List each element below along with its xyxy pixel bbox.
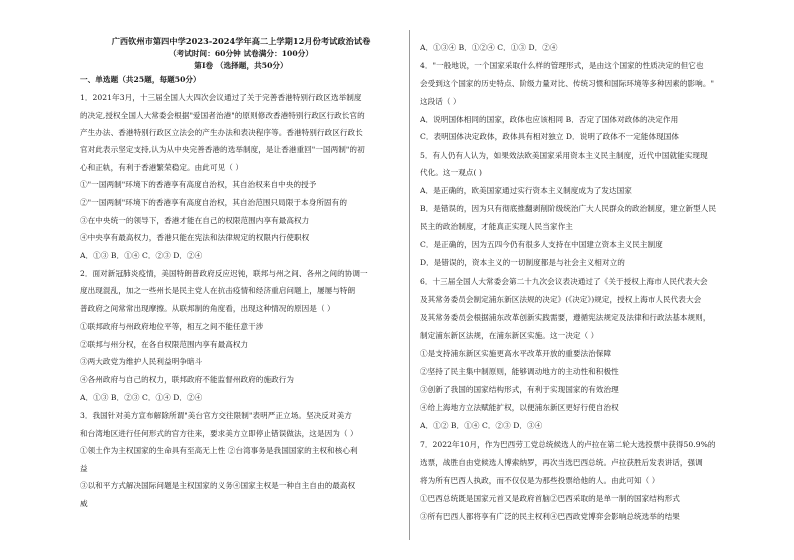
- left-line: 度出现混乱，加之一些州长是民主党人在抗击疫情和经济重启问题上，屡屡与特朗: [80, 286, 356, 295]
- right-answer-options: A．①③④ B．①②④ C．①③ D．②④: [420, 43, 558, 52]
- right-line: ①巴西总统既是国家元首又是政府首脑②巴西采取的是单一制的国家结构形式: [420, 494, 680, 503]
- right-line: C．是正确的，因为五四今仍有很多人支持在中国建立资本主义民主制度: [420, 240, 663, 249]
- left-line: 2．面对新冠肺炎疫情，美国特朗普政府反应迟钝，联邦与州之间、各州之间的协调一: [80, 269, 368, 278]
- left-line: 产生办法、香港特别行政区立法会的产生办法和表决程序等。香港特别行政区行政长: [80, 128, 363, 137]
- right-line: 6．十三届全国人大常委会第二十九次会议表决通过了《关于授权上海市人民代表大会: [420, 277, 708, 286]
- left-line: 威: [80, 499, 88, 508]
- right-line: 将为所有巴西人执政，而不仅仅是为那些投票给他的人。由此可知（ ）: [420, 476, 660, 485]
- right-line: C．表明国体决定政体，政体具有相对独立 D．说明了政体不一定能体现国体: [420, 132, 680, 141]
- left-line: ①联邦政府与州政府地位平等，相互之间不能任意干涉: [80, 322, 264, 331]
- right-line: 4．"一般地说，一个国家采取什么样的管理形式，是由这个国家的性质决定的但它也: [420, 61, 704, 70]
- right-line: 5．有人仍有人认为，如果效法欧美国家采用资本主义民主制度，近代中国就能实现现: [420, 151, 708, 160]
- left-answer-options: A．①③ B．②③ C．①④ D．②④: [80, 393, 203, 402]
- right-line: A．是正确的，欧美国家通过实行资本主义制度成为了发达国家: [420, 186, 632, 195]
- right-line: 制定浦东新区法规，在浦东新区实施。这一决定（ ）: [420, 331, 599, 340]
- left-line: ①领土作为主权国家的生命具有至高无上性 ②台湾事务是我国国家的主权和核心利: [80, 446, 358, 455]
- right-line: 这段话（ ）: [420, 97, 461, 106]
- left-line: 3．我国针对美方宣布解除所谓"美台官方交往限制"表明严正立场。坚决反对美方: [80, 411, 352, 420]
- right-line: ①是支持浦东新区实施更高水平改革开放的重要法治保障: [420, 349, 612, 358]
- column-divider: [409, 30, 410, 540]
- right-line: 及其常务委员会制定浦东新区法规的决定》(《决定》)规定，授权上海市人民代表大会: [420, 295, 702, 304]
- left-line: ③在中央统一的领导下，香港才能在自己的权限范围内享有最高权力: [80, 216, 310, 225]
- left-answer-options: A．①③ B．①④ C．②③ D．②④: [80, 251, 203, 260]
- part-heading: 第Ⅰ卷 （选择题，共50分）: [194, 61, 288, 70]
- left-line: 官对此表示坚定支持,认为从中央完善香港的选举制度，是让香港重回"一国两制"的初: [80, 145, 365, 154]
- right-line: ③所有巴西人都将享有广泛的民主权利④巴西政党博弈会影响总统选举的结果: [420, 512, 680, 521]
- right-line: ②坚持了民主集中制原则，能够调动地方的主动性和积极性: [420, 367, 619, 376]
- left-line: 1．2021年3月，十三届全国人大四次会议通过了关于完善香港特别行政区选举制度: [80, 93, 362, 102]
- page-title: 广西钦州市第四中学2023-2024学年高二上学期12月份考试政治试卷: [111, 36, 371, 46]
- left-line: ②"一国两制"环境下的香港享有高度自治权，其自治范围只局限于本身所固有的: [80, 198, 347, 207]
- left-line: ②联邦与州分权，在各自权限范围内享有最高权力: [80, 340, 249, 349]
- right-line: 代化。这一观点( ): [420, 168, 482, 177]
- right-line: ③创新了我国的国家结构形式，有利于实现国家的有效治理: [420, 385, 619, 394]
- right-line: 及其常务委员会根据浦东改革创新实践需要，遵循宪法规定及法律和行政法基本规则，: [420, 313, 711, 322]
- left-line: 的决定,授权全国人大常委会根据"爱国者治港"的原则修改香港特别行政区行政长官的: [80, 111, 365, 120]
- left-line: ④各州政府与自己的权力，联邦政府不能监督州政府的施政行为: [80, 375, 295, 384]
- left-line: 益: [80, 464, 88, 473]
- right-line: 7．2022年10月，作为巴西劳工党总统候选人的卢拉在第二轮大选投票中获得50.9%的: [420, 440, 716, 449]
- left-line: ③以和平方式解决国际问题是主权国家的义务④国家主权是一种自主自由的最高权: [80, 481, 356, 490]
- right-line: D．是错误的，资本主义的一切制度都是与社会主义相对立的: [420, 258, 625, 267]
- section-heading: 一、单选题（共25题，每题50分）: [80, 75, 201, 84]
- left-line: 和台湾地区进行任何形式的官方往来，要求美方立即停止错误做法，这是因为（ ）: [80, 429, 358, 438]
- right-line: 会受到这个国家的历史特点、阶级力量对比、传统习惯和国际环境等多种因素的影响。": [420, 79, 715, 88]
- right-answer-options: A．①② B．①④ C．②③ D．③④: [420, 421, 543, 430]
- right-line: B．是错误的，因为只有彻底推翻剥削阶级统治广大人民群众的政治制度，建立新型人民: [420, 204, 717, 213]
- left-line: ①"一国两制"环境下的香港享有高度自治权，其自治权来自中央的授予: [80, 180, 317, 189]
- right-line: 民主的政治制度，才能真正实现人民当家作主: [420, 222, 573, 231]
- left-line: ④中央享有最高权力，香港只能在宪法和法律规定的权限内行使职权: [80, 233, 310, 242]
- left-line: 心和正轨，有利于香港繁荣稳定。由此可见（ ）: [80, 163, 243, 172]
- left-line: ③两大政党为维护人民利益明争暗斗: [80, 357, 203, 366]
- exam-subtitle: （考试时间：60分钟 试卷满分：100分）: [168, 49, 314, 58]
- right-line: ④给上海地方立法赋能扩权，以便浦东新区更好行使自治权: [420, 403, 619, 412]
- right-line: 选票，战胜自由党候选人博索纳罗，再次当选巴西总统。卢拉获胜后发表讲话，强调: [420, 458, 703, 467]
- right-line: A．说明国体相同的国家，政体也应该相同 B．否定了国体对政体的决定作用: [420, 115, 679, 124]
- left-line: 普政府之间常常出现摩擦。从联邦制的角度看，出现这种情况的原因是（ ）: [80, 304, 335, 313]
